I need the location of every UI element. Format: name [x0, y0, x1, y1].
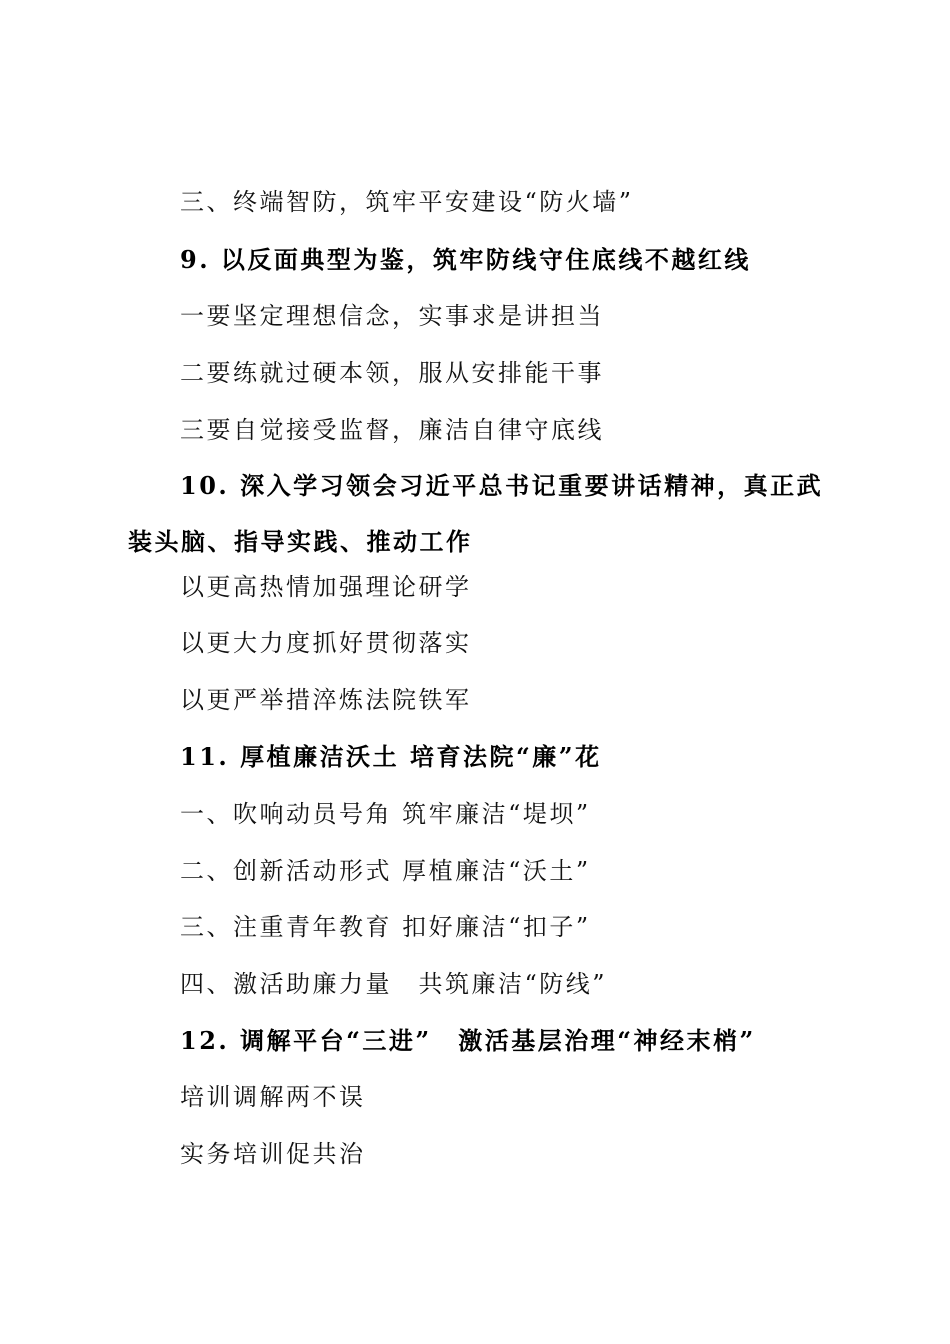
- section-heading: 10. 深入学习领会习近平总书记重要讲话精神，真正武装头脑、指导实践、推动工作: [128, 471, 824, 556]
- subheading-line: 二、创新活动形式 厚植廉洁“沃土”: [180, 857, 591, 885]
- subheading-line: 以更高热情加强理论研学: [180, 573, 472, 601]
- section-heading: 9. 以反面典型为鉴，筑牢防线守住底线不越红线: [180, 245, 751, 274]
- subheading-line: 以更大力度抓好贯彻落实: [180, 629, 472, 657]
- subheading-line: 四、激活助廉力量 共筑廉洁“防线”: [180, 970, 608, 998]
- subheading-line: 三要自觉接受监督，廉洁自律守底线: [180, 416, 604, 444]
- section-heading: 11. 厚植廉洁沃土 培育法院“廉”花: [180, 742, 602, 771]
- section-heading: 12. 调解平台“三进” 激活基层治理“神经末梢”: [180, 1026, 756, 1055]
- subheading-line: 三、终端智防，筑牢平安建设“防火墙”: [180, 188, 634, 216]
- subheading-line: 三、注重青年教育 扣好廉洁“扣子”: [180, 913, 591, 941]
- subheading-line: 二要练就过硬本领，服从安排能干事: [180, 359, 604, 387]
- subheading-line: 一、吹响动员号角 筑牢廉洁“堤坝”: [180, 800, 591, 828]
- subheading-line: 培训调解两不误: [180, 1083, 366, 1111]
- subheading-line: 实务培训促共治: [180, 1140, 366, 1168]
- subheading-line: 以更严举措淬炼法院铁军: [180, 686, 472, 714]
- subheading-line: 一要坚定理想信念，实事求是讲担当: [180, 302, 604, 330]
